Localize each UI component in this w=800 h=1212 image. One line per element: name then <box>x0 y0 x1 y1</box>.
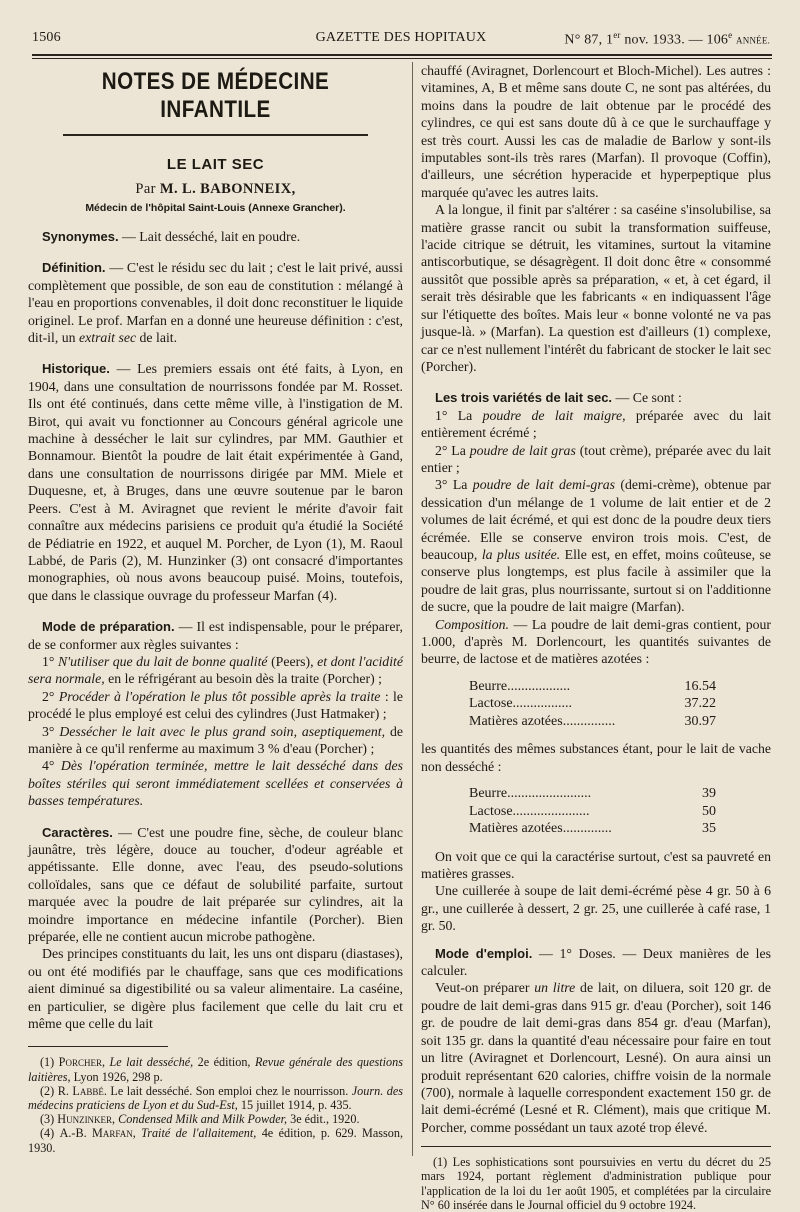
footnote-rule-right <box>421 1146 771 1147</box>
paragraph-definition: Définition. — C'est le résidu sec du lait ; c'est le lait privé, aussi complètement que possible, de son eau de constitution : mélangé à l'eau en proportions convenables, il doit donc reconstituer le liquide originel. Le prof. Marfan en a donné une heureuse définition : c'est, dit-il, un extrait sec de lait. <box>28 260 403 346</box>
footnote-right: (1) Les sophistications sont poursuivies en vertu du décret du 25 mars 1924, portant règlement d'administration publique pour l'application de la loi du 1er août 1905, et complétées par la circulaire N° 60 insérée dans le Journal officiel du 9 octobre 1924. <box>421 1155 771 1212</box>
header-rule-thin <box>32 58 772 59</box>
rule-item-1: 1° N'utiliser que du lait de bonne qualité (Peers), et dont l'acidité sera normale, en le réfrigérant au besoin dès la traite (Porcher) ; <box>28 653 403 687</box>
paragraph-between-tables: les quantités des mêmes substances étant, pour le lait de vache non desséché : <box>421 741 771 774</box>
table-row: Lactose...................... 50 <box>469 803 716 819</box>
footnote-3: (3) Hunzinker, Condensed Milk and Milk Powder, 3e édit., 1920. <box>40 1112 360 1127</box>
issue-info: N° 87, 1er nov. 1933. — 106e ANNÉE. <box>564 30 770 48</box>
footnote-2: (2) R. Labbé. Le lait desséché. Son emploi chez le nourrisson. Journ. des médecins praticiens de Lyon et du Sud-Est, 15 juillet 1914, p. 435. <box>28 1083 404 1113</box>
paragraph-pauvrete: On voit que ce qui la caractérise surtout, c'est sa pauvreté en matières grasses. <box>421 848 771 882</box>
paragraph-historique: Historique. — Les premiers essais ont été faits, à Lyon, en 1904, dans une consultation de nourrissons fondée par M. Rosset. Ils ont été continués, dans cette même ville, à l'instigation de M. Birot, qui avait vu fonctionner au Concours général agricole une machine à dessécher le lait sur cylindres, par MM. Gauthier et Bonnamour. Bientôt la poudre de lait était expérimentée à Gand, dans une consultation de nourrissons dirigée par MM. Miele et Duquesne, et, à Bruges, dans une œuvre soutenue par le baron Peers. C'est à M. Aviragnet que revient le mérite d'avoir fait connaître aux médecins parisiens ce produit qu'a étudié la Société de Pédiatrie en 1922, et auquel M. Porcher, de Lyon (1), M. Raoul Labbé, de Paris (2), M. Hunzinker (3) ont consacré d'importantes monographies, où nous avons beaucoup puisé. Moins, toutefois, que dans le classique ouvrage du professeur Marfan (4). <box>28 361 403 603</box>
paragraph-mode-preparation: Mode de préparation. — Il est indispensable, pour le préparer, de se conformer aux règles suivantes : <box>28 619 404 652</box>
rule-item-2: 2° Procéder à l'opération le plus tôt possible après la traite : le procédé le plus employé est celui des cylindres (Just Hatmaker) ; <box>28 688 403 722</box>
paragraph-varietes: Les trois variétés de lait sec. — Ce sont : <box>435 390 682 406</box>
composition-table-powder <box>469 678 716 731</box>
paragraph-composition: Composition. — La poudre de lait demi-gras contient, pour 1.000, d'après M. Dorlencourt, les quantités suivantes de beurre, de lactose et de matières azotées : <box>421 616 771 667</box>
footnote-rule <box>28 1046 168 1047</box>
page-number: 1506 <box>32 30 61 45</box>
rule-item-4: 4° Dès l'opération terminée, mettre le lait desséché dans des boîtes stériles qui seront immédiatement scellées et conservées à basses températures. <box>28 758 403 809</box>
author-affiliation: Médecin de l'hôpital Saint-Louis (Annexe Grancher). <box>85 202 346 214</box>
section-title: NOTES DE MÉDECINE INFANTILE <box>101 68 330 123</box>
paragraph-cuilleree: Une cuillerée à soupe de lait demi-écrémé pèse 4 gr. 50 à 6 gr., une cuillerée à dessert, 2 gr. 25, une cuillerée à café rase, 1 gr. 50. <box>421 883 771 934</box>
paragraph-continued: chauffé (Aviragnet, Dorlencourt et Bloch-Michel). Les autres : vitamines, A, B et même sans doute C, ne sont pas altérées, du moins dans la poudre de lait obtenue par le procédé des cylindres, ce qui est sans doute dû à ce que le surchauffage y est très court. Aussi les cas de maladie de Barlow y sont-ils imputables sont-ils très rares (Marfan). Il provoque (Coffin), d'ailleurs, une sécrétion hyperacide et hyperpeptique plus marquée qu'avec les autres laits. <box>421 63 771 200</box>
column-divider <box>412 62 413 1156</box>
table-row: Beurre.................. 16.54 <box>469 678 716 694</box>
paragraph-doses: Veut-on préparer un litre de lait, on diluera, soit 120 gr. de poudre de lait demi-gras dans 915 gr. d'eau (Porcher), soit 146 gr. de poudre de lait demi-gras dans 854 gr. d'eau (Marfan), soit 135 gr. dans la quantité d'eau nécessaire pour faire en tout un litre (Aviragnet et Dorlencourt, Lesné). On aura ainsi un produit représentant 620 calories, chiffre voisin de la normale (700), normale à laquelle correspondent exactement 150 gr. de lait demi-écrémé (Lesné et R. Clément), mais que critique M. Porcher, comme possédant un taux azoté trop élevé. <box>421 980 771 1135</box>
right-column <box>421 62 771 1212</box>
footnote-1: (1) Porcher, Le lait desséché, 2e édition, Revue générale des questions laitières, Lyon 1926, 298 p. <box>28 1055 403 1084</box>
table-row: Matières azotées.............. 35 <box>469 821 716 837</box>
running-header <box>32 30 770 52</box>
table-row: Matières azotées............... 30.97 <box>469 713 716 729</box>
footnote-4: (4) A.-B. Marfan, Traité de l'allaitement, 4e édition, p. 629. Masson, 1930. <box>28 1126 403 1155</box>
variety-item-3: 3° La poudre de lait demi-gras (demi-crème), obtenue par dessication d'un mélange de 1 volume de lait entier et de 2 volumes de lait écrémé, et qui est donc de la poudre deux tiers écrémée. Elle se conserve environ trois mois. C'est, de beaucoup, la plus usitée. Elle est, en effet, moins coûteuse, se conserve plus longtemps, est plus facile à assimiler que la poudre de lait gras, plus nourrissante, surtout si on l'additionne de sucre, que la poudre de lait maigre (Marfan). <box>421 477 772 615</box>
table-row: Lactose................. 37.22 <box>469 696 716 712</box>
author-line: Par M. L. BABONNEIX, <box>135 181 296 197</box>
title-rule <box>63 134 368 136</box>
variety-item-1: 1° La poudre de lait maigre, préparée avec du lait entièrement écrémé ; <box>421 407 772 441</box>
journal-name: GAZETTE DES HOPITAUX <box>315 30 487 45</box>
paragraph-caracteres: Caractères. — C'est une poudre fine, sèche, de couleur blanc jaunâtre, très légère, douce au toucher, d'odeur agréable et appétissante. Elle donne, avec l'eau, des pseudo-solutions colloïdales, sans que ce défaut de solubilité parfaite, surtout marquée avec la poudre de lait préparée sur cylindres, ait la moindre importance en médecine infantile (Porcher). Bien préparée, elle ne contient aucun microbe pathogène. <box>28 824 403 945</box>
paragraph-synonymes: Synonymes. — Lait desséché, lait en poudre. <box>42 229 301 244</box>
paragraph-principes: Des principes constituants du lait, les uns ont disparu (diastases), ou ont été modifiés par le chauffage, sans que ces modifications aient diminué sa digestibilité ou sa valeur alimentaire. La caséine, en particulier, se digère plus facilement que celle du lait cru et même que celle du lait <box>28 946 403 1032</box>
article-title: LE LAIT SEC <box>166 156 265 173</box>
composition-table-cow-milk <box>469 785 716 838</box>
variety-item-2: 2° La poudre de lait gras (tout crème), préparée avec du lait entier ; <box>421 442 771 475</box>
header-rule <box>32 54 772 56</box>
table-row: Beurre........................ 39 <box>469 786 716 802</box>
left-column <box>28 66 403 1155</box>
paragraph-alteration: A la longue, il finit par s'altérer : sa caséine s'insolubilise, sa matière grasse rancit ou subit la transformation suiffeuse, l'acide citrique se détruit, les vitamines, surtout la vitamine antiscorbutique, se désagrègent. Il doit donc être « consommé aussitôt que possible après sa préparation, « et, à cet égard, il serait très désirable que les fabricants « en indiquassent l'âge sur l'étiquette des boîtes. Mais leur « bonne volonté ne va pas jusque-là. » (Marfan). La question est d'ailleurs (1) complexe, car ce n'est nullement l'intérêt du fabricant de stocker le lait sec (Porcher). <box>421 202 771 374</box>
paragraph-mode-emploi: Mode d'emploi. — 1° Doses. — Deux manières de les calculer. <box>421 945 771 979</box>
rule-item-3: 3° Dessécher le lait avec le plus grand soin, aseptiquement, de manière à ce qu'il renferme au maximum 3 % d'eau (Porcher) ; <box>28 723 403 756</box>
